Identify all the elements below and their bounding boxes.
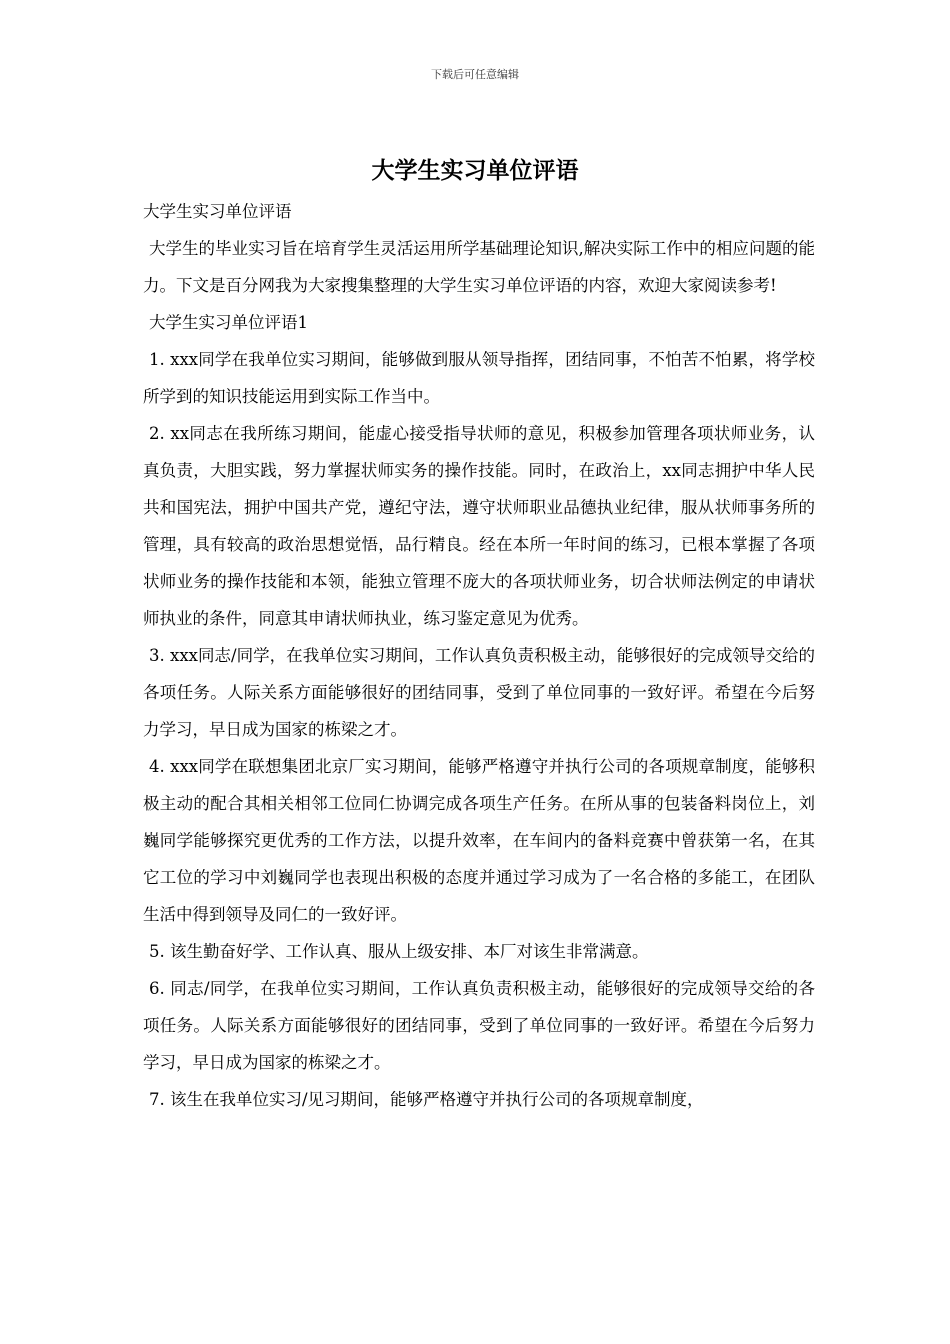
- paragraph-item-5: 5. 该生勤奋好学、工作认真、服从上级安排、本厂对该生非常满意。: [149, 942, 649, 961]
- paragraph-item-3: 3. xxx同志/同学，在我单位实习期间，工作认真负责积极主动，能够很好的完成领导交给的各项任务。人际关系方面能够很好的团结同事，受到了单位同事的一致好评。希望在今后努力学习，早日成为国家的栋梁之才。: [143, 646, 815, 739]
- paragraph-item-7: 7. 该生在我单位实习/见习期间，能够严格遵守并执行公司的各项规章制度，: [149, 1090, 704, 1109]
- paragraph-item-4: 4. xxx同学在联想集团北京厂实习期间，能够严格遵守并执行公司的各项规章制度，能够积极主动的配合其相关相邻工位同仁协调完成各项生产任务。在所从事的包装备料岗位上，刘巍同学能够探究更优秀的工作方法，以提升效率，在车间内的备料竞赛中曾获第一名，在其它工位的学习中刘巍同学也表现出积极的态度并通过学习成为了一名合格的多能工，在团队生活中得到领导及同仁的一致好评。: [143, 757, 815, 924]
- paragraph-item-6: 6. 同志/同学，在我单位实习期间，工作认真负责积极主动，能够很好的完成领导交给的各项任务。人际关系方面能够很好的团结同事，受到了单位同事的一致好评。希望在今后努力学习，早日成为国家的栋梁之才。: [143, 979, 815, 1072]
- paragraph-intro: 大学生的毕业实习旨在培育学生灵活运用所学基础理论知识,解决实际工作中的相应问题的能力。下文是百分网我为大家搜集整理的大学生实习单位评语的内容，欢迎大家阅读参考!: [143, 239, 815, 295]
- paragraph-item-1: 1. xxx同学在我单位实习期间，能够做到服从领导指挥，团结同事，不怕苦不怕累，将学校所学到的知识技能运用到实际工作当中。: [143, 350, 815, 406]
- paragraph-item-2: 2. xx同志在我所练习期间，能虚心接受指导状师的意见，积极参加管理各项状师业务，认真负责，大胆实践，努力掌握状师实务的操作技能。同时，在政治上，xx同志拥护中华人民共和国宪法，拥护中国共产党，遵纪守法，遵守状师职业品德执业纪律，服从状师事务所的管理，具有较高的政治思想觉悟，品行精良。经在本所一年时间的练习，已根本掌握了各项状师业务的操作技能和本领，能独立管理不庞大的各项状师业务，切合状师法例定的申请状师执业的条件，同意其申请状师执业，练习鉴定意见为优秀。: [143, 424, 815, 628]
- document-title: 大学生实习单位评语: [371, 157, 579, 184]
- header-note: 下载后可任意编辑: [431, 68, 519, 81]
- paragraph-subtitle: 大学生实习单位评语: [143, 202, 292, 221]
- document-body: [143, 193, 815, 1118]
- paragraph-section-heading: 大学生实习单位评语1: [149, 313, 308, 332]
